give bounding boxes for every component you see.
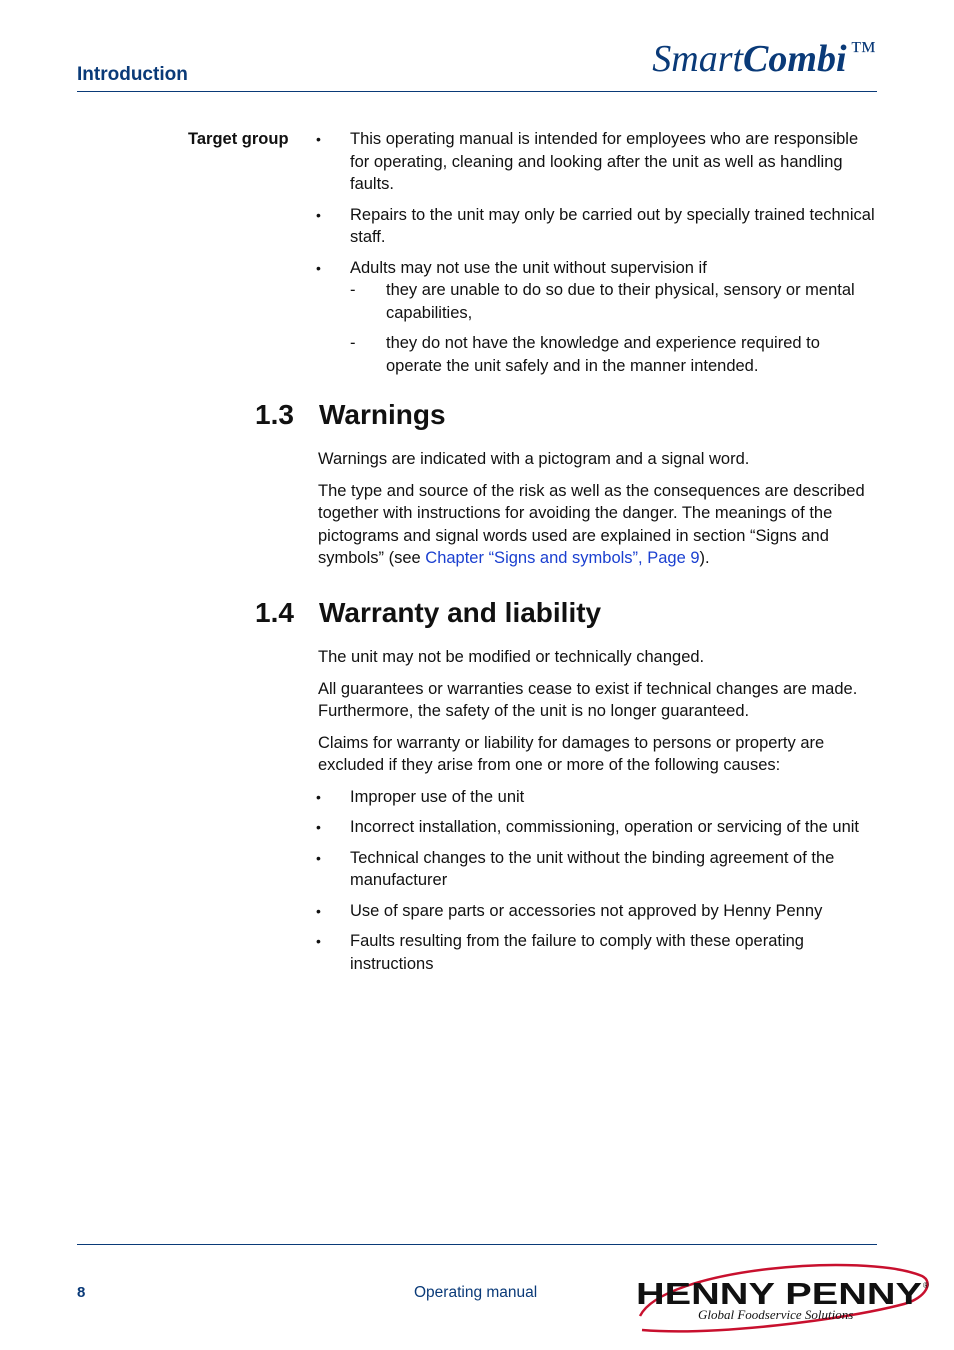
dash-symbol: - [350, 281, 356, 299]
list-item-text: Adults may not use the unit without supervision if [350, 258, 707, 277]
brand-smart: Smart [652, 38, 744, 80]
paragraph: Warnings are indicated with a pictogram and a signal word. [318, 450, 750, 468]
paragraph: All guarantees or warranties cease to exist if technical changes are made. Furthermore, the safety of the unit is no longer guaranteed. [318, 679, 858, 720]
sub-list-item [318, 332, 878, 377]
list-item [318, 900, 878, 923]
warranty-heading [255, 597, 601, 629]
bullet-symbol: • [316, 788, 321, 805]
brand-trademark: ™ [850, 36, 876, 65]
footer-divider [77, 1244, 877, 1245]
list-item-text: Technical changes to the unit without the binding agreement of the manufacturer [350, 848, 835, 889]
document-title: Operating manual [414, 1284, 538, 1301]
sub-list-item-text: they do not have the knowledge and experience required to operate the unit safely and in the manner intended. [386, 334, 820, 375]
list-item [318, 930, 878, 975]
sub-list-item [318, 279, 878, 324]
page-number: 8 [77, 1284, 86, 1301]
list-item-text: Use of spare parts or accessories not approved by Henny Penny [350, 901, 823, 920]
paragraph: Claims for warranty or liability for damages to persons or property are excluded if they arise from one or more of the following causes: [318, 733, 825, 774]
chapter-link[interactable]: Chapter “Signs and symbols”, Page 9 [425, 549, 700, 567]
paragraph: The unit may not be modified or technically changed. [318, 648, 705, 666]
list-item [318, 786, 878, 809]
logo-registered: ® [923, 1281, 929, 1290]
heading-text: Warranty and liability [319, 597, 602, 628]
heading-number: 1.3 [255, 399, 294, 430]
list-item [318, 847, 878, 892]
heading-text: Warnings [319, 399, 446, 430]
logo-wordmark: HENNY PENNY [636, 1276, 923, 1311]
brand-title [652, 36, 876, 81]
list-item [318, 128, 878, 196]
section-title: Introduction [77, 64, 188, 85]
brand-combi: Combi [743, 38, 847, 80]
warnings-heading [255, 399, 446, 431]
dash-symbol: - [350, 334, 356, 352]
list-item [318, 204, 878, 249]
sub-list-item-text: they are unable to do so due to their physical, sensory or mental capabilities, [386, 281, 855, 322]
paragraph-text: The type and source of the risk as well as the consequences are described together with instructions for avoiding the danger. The meanings of the pictograms and signal words used are explained in section “Signs and symbols” (see [318, 481, 865, 567]
bullet-symbol: • [316, 206, 321, 223]
henny-penny-logo [634, 1258, 934, 1334]
bullet-symbol: • [316, 902, 321, 919]
bullet-symbol: • [316, 933, 321, 949]
list-item-text: Incorrect installation, commissioning, operation or servicing of the unit [350, 818, 859, 836]
bullet-symbol: • [316, 259, 321, 276]
bullet-symbol: • [316, 819, 321, 835]
paragraph [318, 480, 878, 570]
list-item [318, 257, 878, 280]
warranty-content [318, 646, 878, 983]
target-group-content [318, 128, 878, 385]
header-divider [77, 91, 877, 92]
list-item [318, 816, 878, 839]
list-item-text: Faults resulting from the failure to comply with these operating instructions [350, 932, 804, 973]
paragraph-end: ). [699, 549, 710, 567]
warnings-content [318, 448, 878, 579]
logo-tagline: Global Foodservice Solutions [698, 1307, 854, 1322]
list-item-text: Improper use of the unit [350, 787, 525, 806]
bullet-symbol: • [316, 849, 321, 866]
list-item-text: Repairs to the unit may only be carried out by specially trained technical staff. [350, 205, 875, 246]
list-item-text: This operating manual is intended for employees who are responsible for operating, cleaning and looking after the unit as well as handling faults. [350, 130, 859, 193]
heading-number: 1.4 [255, 597, 294, 628]
bullet-symbol: • [316, 131, 321, 147]
target-group-label: Target group [188, 130, 289, 148]
